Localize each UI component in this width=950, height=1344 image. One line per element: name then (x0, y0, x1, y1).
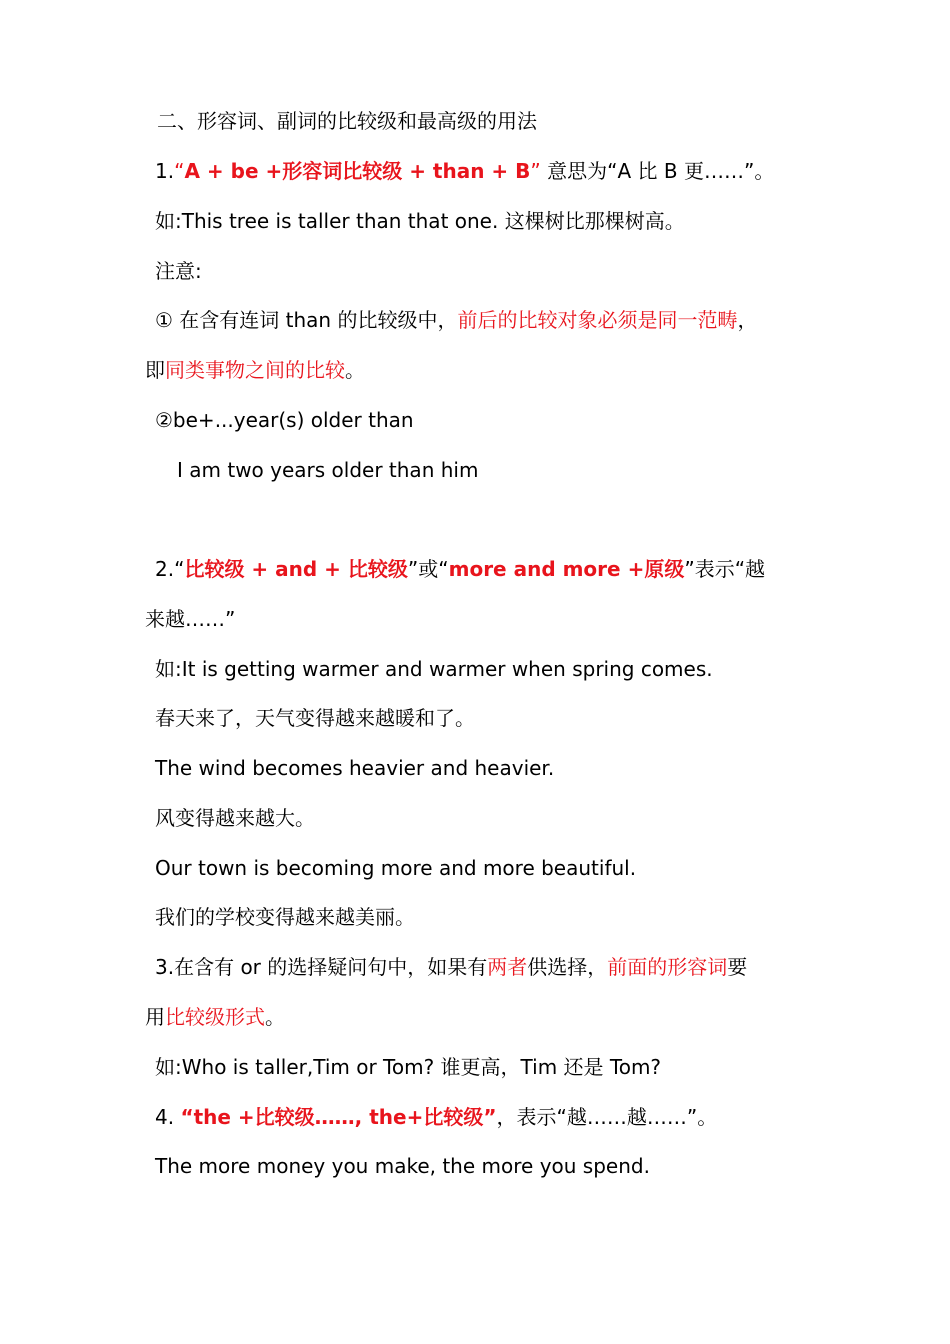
rule-2-example-3-zh: 我们的学校变得越来越美丽。 (155, 905, 415, 929)
rule-4-heading (155, 1103, 717, 1131)
note-1-comma: ， (737, 308, 758, 332)
note-1-prefix: ① 在含有连词 than 的比较级中， (155, 308, 458, 332)
rule-3-example: 如:Who is taller,Tim or Tom? 谁更高，Tim 还是 Tom? (155, 1055, 662, 1079)
note-1 (155, 306, 757, 334)
note-label: 注意: (155, 259, 202, 283)
rule-1-example: 如:This tree is taller than that one. 这棵树比那棵树高。 (155, 209, 685, 233)
rule-3-emphasis-2: 前面的形容词 (607, 955, 728, 979)
rule-3-mid: 供选择， (527, 955, 608, 979)
note-1-continuation (145, 356, 365, 384)
rule-1-quote-open: “ (174, 159, 185, 183)
rule-2-mid: ”或“ (407, 557, 449, 581)
rule-2-example-2-en: The wind becomes heavier and heavier. (155, 756, 555, 780)
rule-3-cont-end: 。 (265, 1005, 285, 1029)
rule-1-number: 1. (155, 159, 175, 183)
rule-2-example-1-zh: 春天来了，天气变得越来越暖和了。 (155, 706, 475, 730)
note-1-cont-emphasis: 同类事物之间的比较 (165, 358, 345, 382)
rule-1-heading (155, 157, 774, 185)
note-1-cont-end: 。 (345, 358, 365, 382)
rule-3-continuation (145, 1003, 285, 1031)
rule-3-prefix: 3.在含有 or 的选择疑问句中，如果有 (155, 955, 488, 979)
rule-4-example: The more money you make, the more you spend. (155, 1154, 650, 1178)
rule-3-emphasis-1: 两者 (487, 955, 528, 979)
note-2: ②be+...year(s) older than (155, 408, 414, 432)
rule-2-continuation: 来越……” (145, 607, 236, 631)
rule-2-example-2-zh: 风变得越来越大。 (155, 806, 315, 830)
rule-1-meaning: 意思为“A 比 B 更……”。 (540, 159, 775, 183)
rule-2-formula-1: 比较级 + and + 比较级 (184, 557, 408, 581)
section-title: 二、形容词、副词的比较级和最高级的用法 (157, 109, 537, 133)
rule-3-cont-prefix: 用 (145, 1005, 165, 1029)
rule-2-example-1-en: 如:It is getting warmer and warmer when spring comes. (155, 657, 713, 681)
rule-2-example-3-en: Our town is becoming more and more beautiful. (155, 856, 637, 880)
rule-1-formula: A + be +形容词比较级 + than + B (184, 159, 531, 183)
rule-2-heading (155, 555, 765, 583)
rule-4-number: 4. (155, 1105, 181, 1129)
note-2-example: I am two years older than him (177, 458, 479, 482)
rule-1-quote-close: ” (530, 159, 541, 183)
rule-3-tail: 要 (727, 955, 748, 979)
note-1-emphasis: 前后的比较对象必须是同一范畴 (457, 308, 738, 332)
rule-2-tail: ”表示“越 (684, 557, 766, 581)
rule-3-heading (155, 953, 747, 981)
rule-2-formula-2: more and more +原级 (448, 557, 685, 581)
rule-2-number: 2.“ (155, 557, 185, 581)
note-1-cont-prefix: 即 (145, 358, 165, 382)
rule-3-cont-emphasis: 比较级形式 (165, 1005, 265, 1029)
rule-4-formula: “the +比较级……, the+比较级” (180, 1105, 497, 1129)
rule-4-tail: ，表示“越……越……”。 (496, 1105, 718, 1129)
